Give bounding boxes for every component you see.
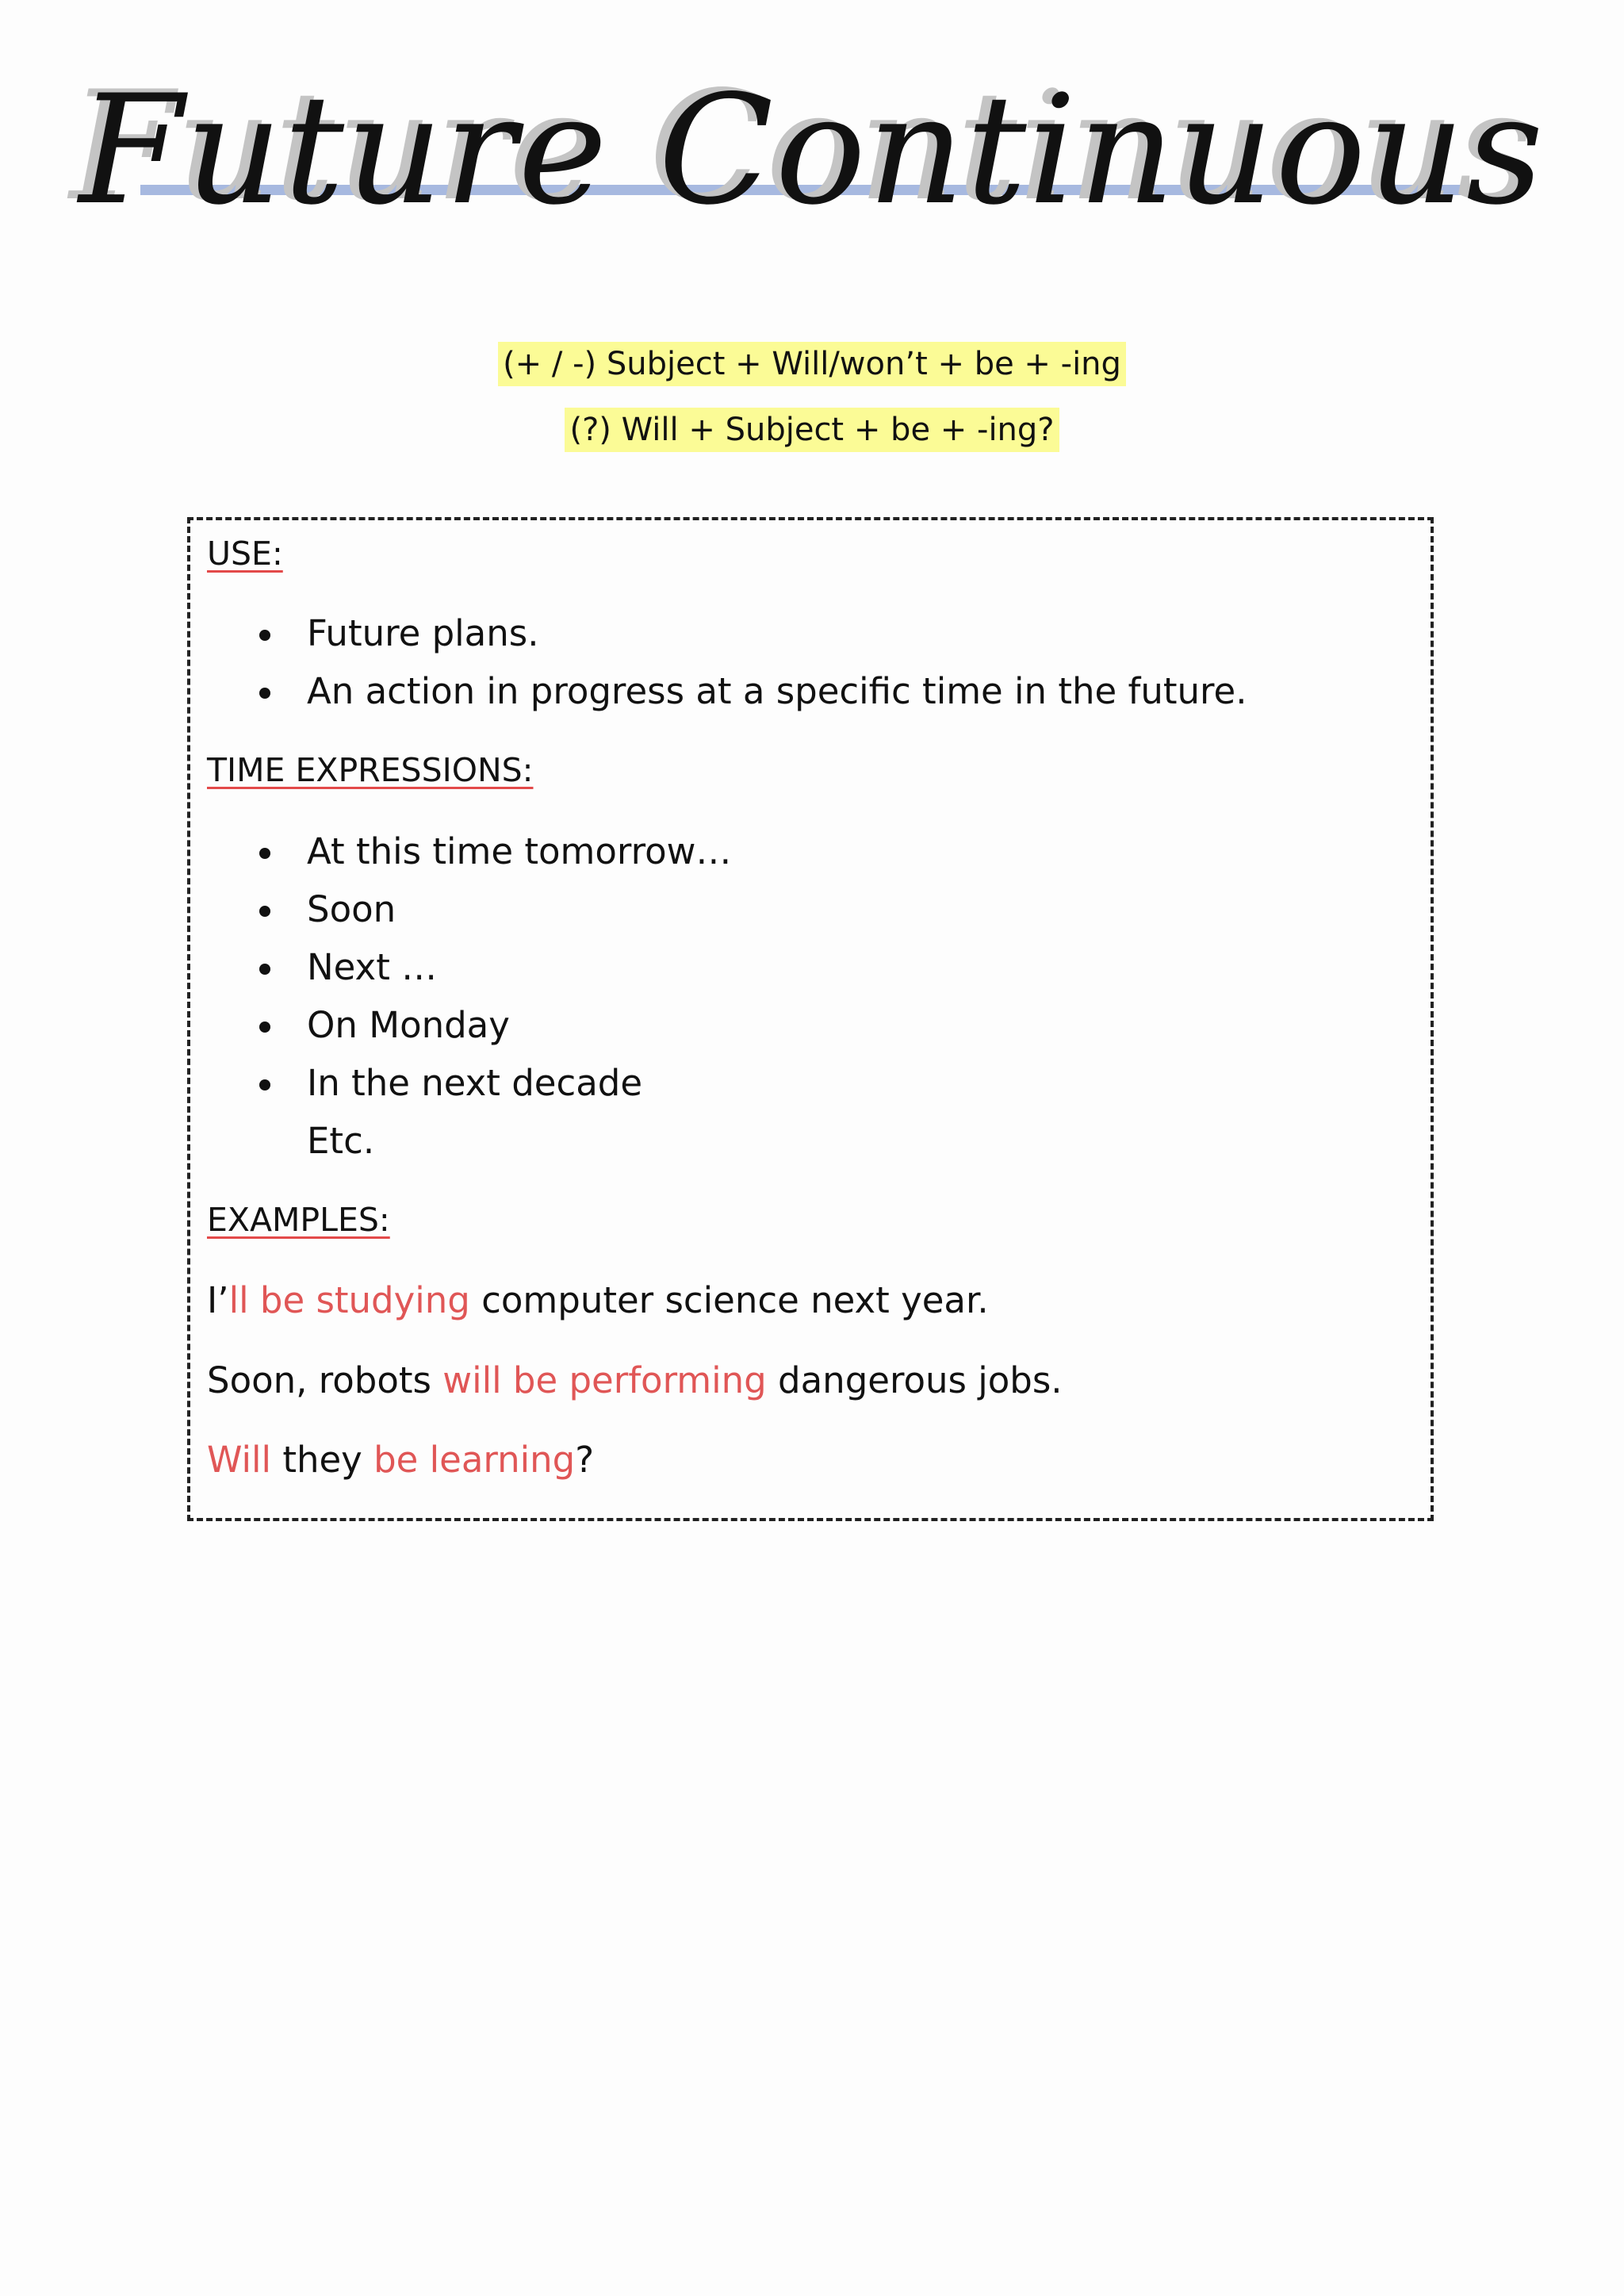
bullet-icon bbox=[259, 1079, 270, 1091]
use-list bbox=[246, 604, 1247, 720]
bullet-icon bbox=[259, 848, 270, 859]
bullet-icon bbox=[259, 906, 270, 917]
time-expressions-list bbox=[246, 822, 731, 1112]
highlighted-verb: will be performing bbox=[442, 1359, 767, 1401]
list-item: In the next decade bbox=[246, 1054, 731, 1112]
example-sentence-2: Soon, robots will be performing dangerous jobs. bbox=[207, 1359, 1063, 1401]
bullet-icon bbox=[259, 1022, 270, 1033]
bullet-icon bbox=[259, 964, 270, 975]
example-sentence-1: I’ll be studying computer science next year. bbox=[207, 1279, 989, 1321]
formula-question: (?) Will + Subject + be + -ing? bbox=[565, 408, 1059, 452]
formula-question-row bbox=[0, 408, 1624, 452]
time-expressions-heading: TIME EXPRESSIONS: bbox=[207, 751, 534, 789]
list-item: Soon bbox=[246, 880, 731, 938]
highlighted-verb: be learning bbox=[373, 1439, 576, 1481]
list-item: An action in progress at a specific time in the future. bbox=[246, 662, 1247, 720]
time-expressions-etc: Etc. bbox=[307, 1120, 375, 1162]
formula-affirmative-negative: (+ / -) Subject + Will/won’t + be + -ing bbox=[498, 342, 1126, 386]
highlighted-auxiliary: Will bbox=[207, 1439, 272, 1481]
page-title: Future Continuous bbox=[79, 63, 1545, 238]
example-sentence-3: Will they be learning? bbox=[207, 1439, 595, 1481]
list-item: Next … bbox=[246, 938, 731, 996]
highlighted-verb: ll be studying bbox=[228, 1279, 470, 1321]
use-heading: USE: bbox=[207, 535, 283, 573]
formula-affirmative-negative-row bbox=[0, 342, 1624, 386]
list-item: Future plans. bbox=[246, 604, 1247, 662]
list-item: On Monday bbox=[246, 996, 731, 1054]
bullet-icon bbox=[259, 688, 270, 699]
examples-heading: EXAMPLES: bbox=[207, 1201, 390, 1239]
bullet-icon bbox=[259, 630, 270, 641]
list-item: At this time tomorrow… bbox=[246, 822, 731, 880]
